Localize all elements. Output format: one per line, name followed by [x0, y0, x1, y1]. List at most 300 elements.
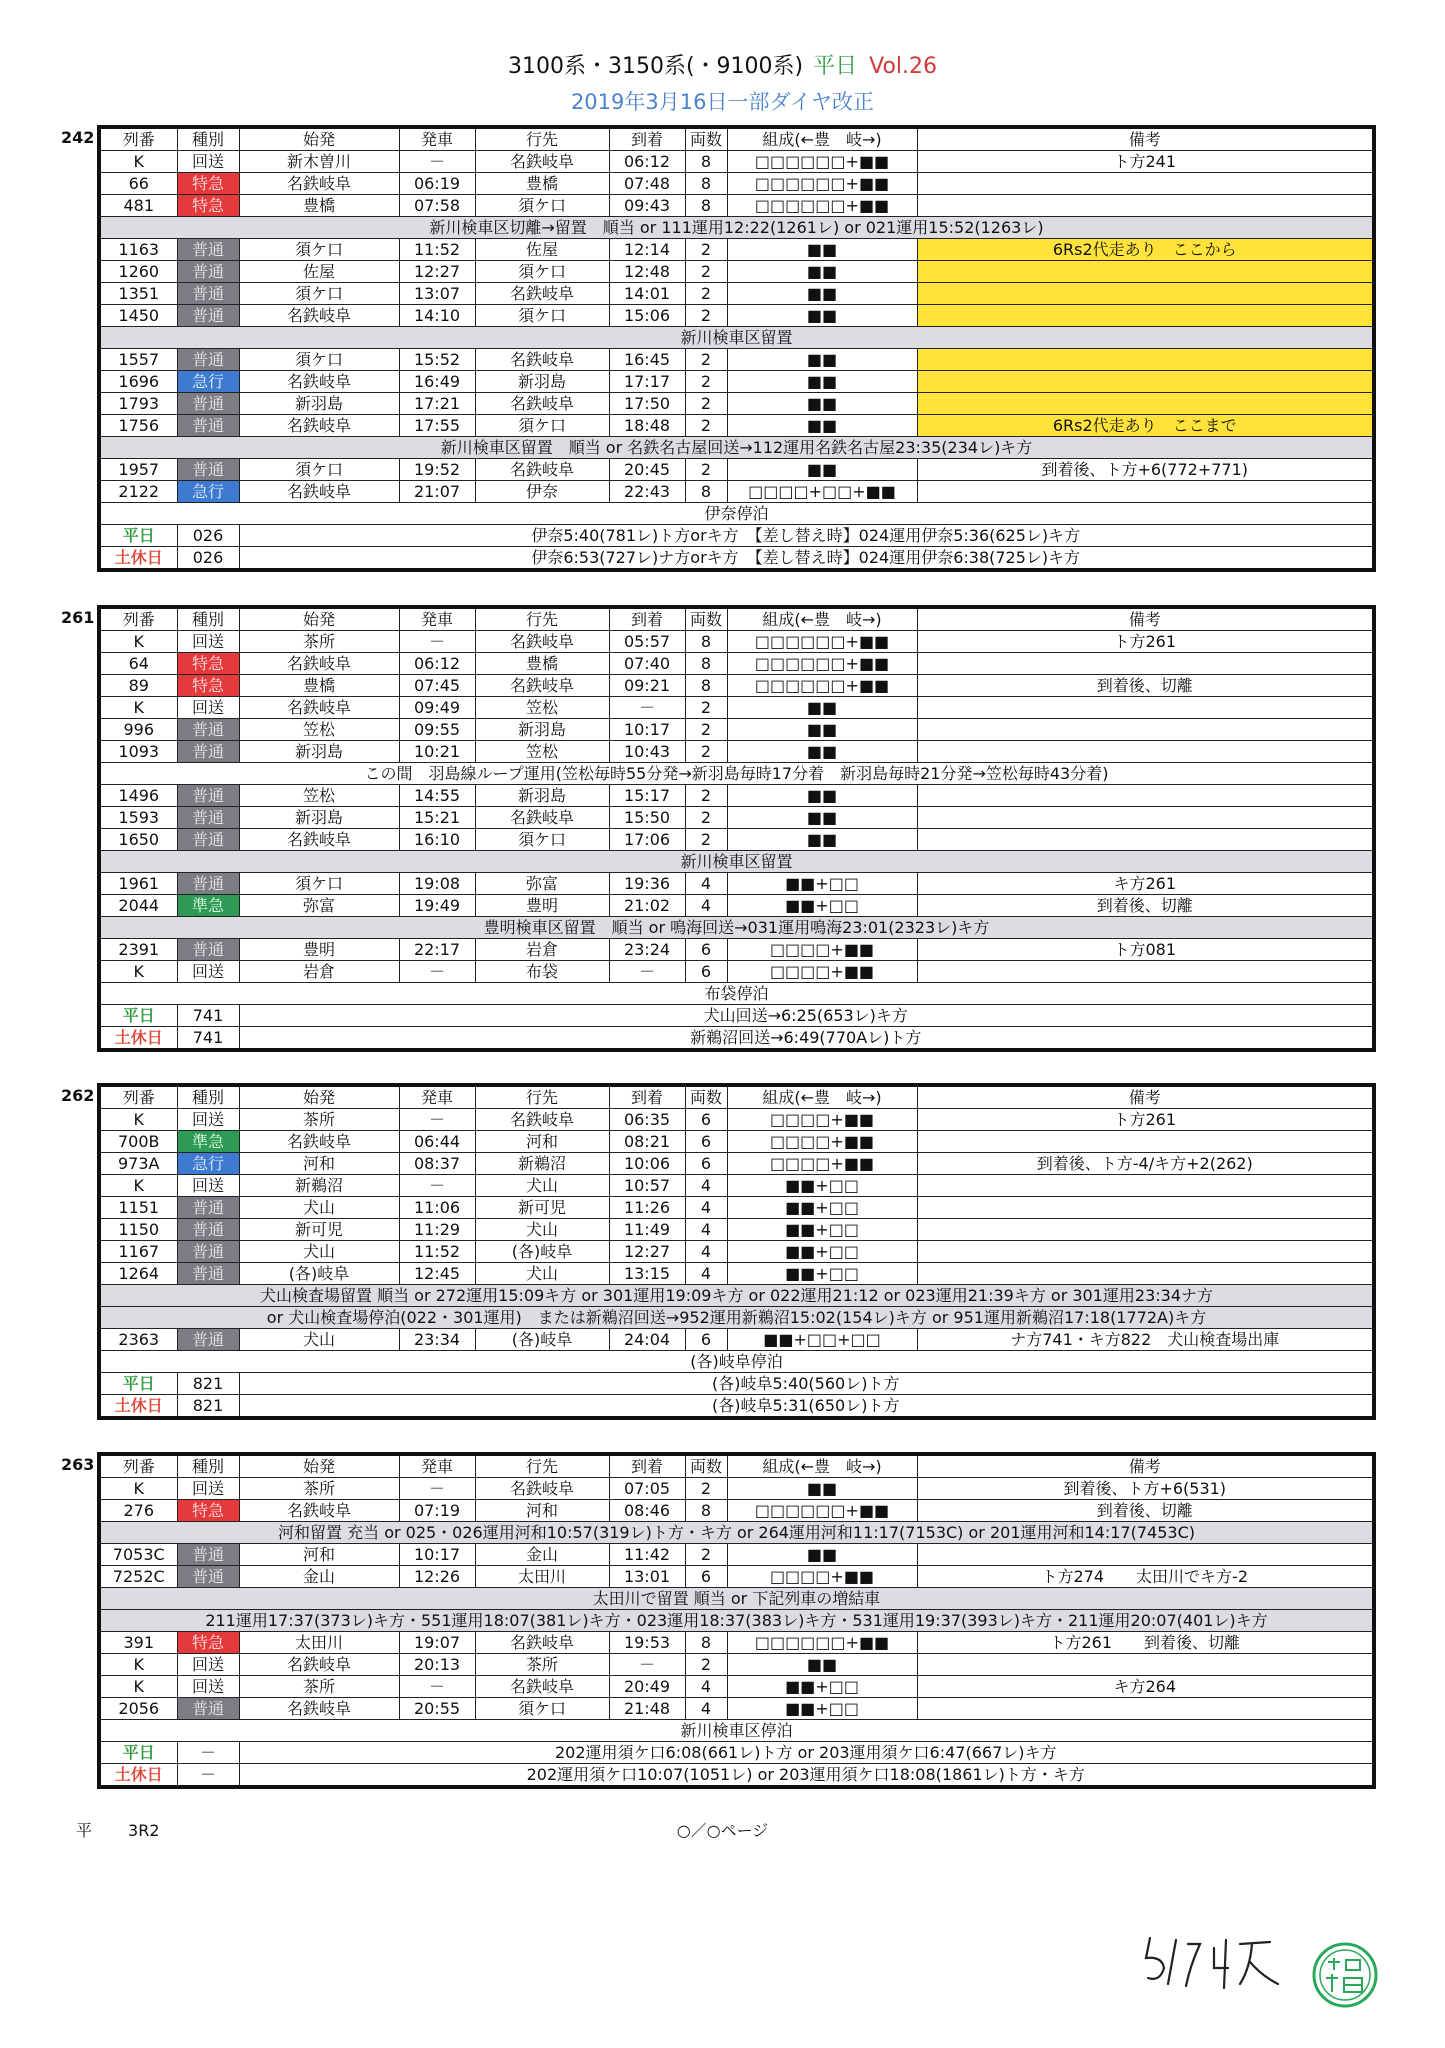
train-number: 1696: [99, 371, 177, 393]
note-text: 新川検車区留置 順当 or 名鉄名古屋回送→112運用名鉄名古屋23:35(234レ)キ方: [99, 437, 1374, 459]
formation: ■■: [727, 1544, 917, 1566]
departure: 19:52: [399, 459, 475, 481]
formation: ■■: [727, 1654, 917, 1676]
car-count: 6: [685, 1131, 727, 1153]
arrival: 10:57: [609, 1175, 685, 1197]
arrival: 11:42: [609, 1544, 685, 1566]
destination: 犬山: [475, 1175, 609, 1197]
departure: －: [399, 631, 475, 653]
stay-text: 布袋停泊: [99, 983, 1374, 1005]
arrival: 18:48: [609, 415, 685, 437]
arrival: 21:48: [609, 1698, 685, 1720]
origin: 名鉄岐阜: [239, 1131, 399, 1153]
sheet-id: 242: [61, 128, 95, 147]
train-row: [99, 1698, 1374, 1720]
car-count: 4: [685, 873, 727, 895]
formation: ■■: [727, 415, 917, 437]
origin: 新羽島: [239, 741, 399, 763]
formation: □□□□□□+■■: [727, 675, 917, 697]
sheet-id: 263: [61, 1455, 95, 1474]
destination: 名鉄岐阜: [475, 1478, 609, 1500]
remarks: ト方274 太田川でキ方-2: [917, 1566, 1374, 1588]
column-header: 到着: [609, 1454, 685, 1478]
column-header: 備考: [917, 1085, 1374, 1109]
departure: 19:49: [399, 895, 475, 917]
train-number: 700B: [99, 1131, 177, 1153]
departure: 11:29: [399, 1219, 475, 1241]
car-count: 6: [685, 1329, 727, 1351]
stay-text: この間 羽島線ループ運用(笠松毎時55分発→新羽島毎時17分着 新羽島毎時21分発→笠松毎時43分着): [99, 763, 1374, 785]
car-count: 8: [685, 653, 727, 675]
remarks: [917, 195, 1374, 217]
arrival: 07:40: [609, 653, 685, 675]
car-count: 2: [685, 349, 727, 371]
remarks: ト方261: [917, 1109, 1374, 1131]
train-row: [99, 305, 1374, 327]
column-header: 種別: [177, 1085, 239, 1109]
train-number: 1957: [99, 459, 177, 481]
schedule-sheet: [61, 1083, 1372, 1420]
destination: 岩倉: [475, 939, 609, 961]
car-count: 2: [685, 1544, 727, 1566]
remarks: [917, 1241, 1374, 1263]
train-number: K: [99, 1175, 177, 1197]
destination: 名鉄岐阜: [475, 283, 609, 305]
departure: 09:49: [399, 697, 475, 719]
next-day-note: 犬山回送→6:25(653レ)キ方: [239, 1005, 1374, 1027]
note-text: 新川検車区切離→留置 順当 or 111運用12:22(1261レ) or 021運用15:52(1263レ): [99, 217, 1374, 239]
car-count: 6: [685, 1109, 727, 1131]
origin: 名鉄岐阜: [239, 371, 399, 393]
origin: 新羽島: [239, 807, 399, 829]
train-number: K: [99, 1478, 177, 1500]
car-count: 2: [685, 697, 727, 719]
arrival: 13:01: [609, 1566, 685, 1588]
origin: 名鉄岐阜: [239, 1698, 399, 1720]
departure: 14:55: [399, 785, 475, 807]
destination: 名鉄岐阜: [475, 675, 609, 697]
train-kind: 特急: [177, 195, 239, 217]
train-kind: 特急: [177, 675, 239, 697]
train-kind: 回送: [177, 1175, 239, 1197]
car-count: 2: [685, 415, 727, 437]
train-number: 1793: [99, 393, 177, 415]
origin: (各)岐阜: [239, 1263, 399, 1285]
origin: 笠松: [239, 785, 399, 807]
train-number: 7053C: [99, 1544, 177, 1566]
destination: (各)岐阜: [475, 1241, 609, 1263]
column-header: 種別: [177, 1454, 239, 1478]
destination: 布袋: [475, 961, 609, 983]
car-count: 2: [685, 719, 727, 741]
formation: □□□□□□+■■: [727, 151, 917, 173]
remarks: 到着後、切離: [917, 675, 1374, 697]
remarks: [917, 1698, 1374, 1720]
destination: 金山: [475, 1544, 609, 1566]
note-row: [99, 917, 1374, 939]
next-assignment-code: 741: [177, 1027, 239, 1051]
handwritten-revision-mark: [1140, 1918, 1290, 2008]
next-day-row: [99, 525, 1374, 547]
train-row: [99, 239, 1374, 261]
remarks: [917, 481, 1374, 503]
destination: 須ケ口: [475, 1698, 609, 1720]
train-kind: 準急: [177, 1131, 239, 1153]
car-count: 6: [685, 1153, 727, 1175]
destination: 名鉄岐阜: [475, 1676, 609, 1698]
formation: ■■: [727, 741, 917, 763]
destination: 新可児: [475, 1197, 609, 1219]
day-type-label: 土休日: [99, 1395, 177, 1419]
departure: 07:45: [399, 675, 475, 697]
destination: 名鉄岐阜: [475, 459, 609, 481]
formation: ■■+□□: [727, 1219, 917, 1241]
train-number: 1450: [99, 305, 177, 327]
column-header: 組成(←豊 岐→): [727, 607, 917, 631]
note-row: [99, 1307, 1374, 1329]
departure: 22:17: [399, 939, 475, 961]
destination: 笠松: [475, 697, 609, 719]
train-row: [99, 939, 1374, 961]
column-header: 発車: [399, 1454, 475, 1478]
remarks: ト方261: [917, 631, 1374, 653]
departure: 16:10: [399, 829, 475, 851]
formation: ■■+□□: [727, 1263, 917, 1285]
destination: 名鉄岐阜: [475, 807, 609, 829]
column-header: 両数: [685, 607, 727, 631]
note-text: 新川検車区留置: [99, 851, 1374, 873]
train-row: [99, 807, 1374, 829]
destination: 新羽島: [475, 719, 609, 741]
train-row: [99, 1632, 1374, 1654]
arrival: 12:27: [609, 1241, 685, 1263]
destination: 豊明: [475, 895, 609, 917]
destination: 須ケ口: [475, 415, 609, 437]
remarks: [917, 349, 1374, 371]
next-day-row: [99, 1027, 1374, 1051]
train-kind: 回送: [177, 1478, 239, 1500]
train-number: 1264: [99, 1263, 177, 1285]
next-day-row: [99, 1742, 1374, 1764]
note-text: 太田川で留置 順当 or 下記列車の増結車: [99, 1588, 1374, 1610]
page-number: ○／○ページ: [676, 1821, 769, 1840]
sheet-id: 262: [61, 1086, 95, 1105]
destination: 名鉄岐阜: [475, 1109, 609, 1131]
destination: 名鉄岐阜: [475, 151, 609, 173]
arrival: 07:48: [609, 173, 685, 195]
next-day-note: 新鵜沼回送→6:49(770Aレ)ト方: [239, 1027, 1374, 1051]
train-kind: 普通: [177, 239, 239, 261]
train-row: [99, 283, 1374, 305]
destination: 犬山: [475, 1219, 609, 1241]
remarks: [917, 371, 1374, 393]
origin: 笠松: [239, 719, 399, 741]
destination: 佐屋: [475, 239, 609, 261]
train-kind: 普通: [177, 1566, 239, 1588]
train-row: [99, 741, 1374, 763]
next-day-note: (各)岐阜5:40(560レ)ト方: [239, 1373, 1374, 1395]
arrival: 24:04: [609, 1329, 685, 1351]
page-title: [0, 52, 1445, 82]
destination: 須ケ口: [475, 305, 609, 327]
arrival: 05:57: [609, 631, 685, 653]
train-kind: 準急: [177, 895, 239, 917]
remarks: 到着後、ト方-4/キ方+2(262): [917, 1153, 1374, 1175]
train-kind: 回送: [177, 961, 239, 983]
formation: ■■+□□: [727, 1698, 917, 1720]
train-row: [99, 173, 1374, 195]
origin: 金山: [239, 1566, 399, 1588]
train-number: 1756: [99, 415, 177, 437]
destination: 豊橋: [475, 653, 609, 675]
remarks: [917, 807, 1374, 829]
departure: 11:52: [399, 1241, 475, 1263]
remarks: キ方264: [917, 1676, 1374, 1698]
departure: 17:55: [399, 415, 475, 437]
column-header: 備考: [917, 127, 1374, 151]
day-type-label: 土休日: [99, 1764, 177, 1788]
train-number: 1151: [99, 1197, 177, 1219]
train-row: [99, 481, 1374, 503]
origin: 名鉄岐阜: [239, 653, 399, 675]
origin: 名鉄岐阜: [239, 305, 399, 327]
arrival: －: [609, 1654, 685, 1676]
train-number: 66: [99, 173, 177, 195]
column-header: 種別: [177, 607, 239, 631]
arrival: 20:45: [609, 459, 685, 481]
formation: ■■: [727, 785, 917, 807]
schedule-table: [97, 605, 1376, 1052]
departure: 15:52: [399, 349, 475, 371]
departure: 12:45: [399, 1263, 475, 1285]
car-count: 4: [685, 1698, 727, 1720]
train-number: 2122: [99, 481, 177, 503]
origin: 名鉄岐阜: [239, 697, 399, 719]
column-header: 種別: [177, 127, 239, 151]
departure: －: [399, 1478, 475, 1500]
remarks: [917, 829, 1374, 851]
destination: 犬山: [475, 1263, 609, 1285]
note-row: [99, 851, 1374, 873]
train-row: [99, 675, 1374, 697]
schedule-table: [97, 1083, 1376, 1420]
car-count: 8: [685, 1500, 727, 1522]
departure: 09:55: [399, 719, 475, 741]
note-text: 豊明検車区留置 順当 or 鳴海回送→031運用鳴海23:01(2323レ)キ方: [99, 917, 1374, 939]
origin: 犬山: [239, 1197, 399, 1219]
departure: 06:19: [399, 173, 475, 195]
remarks: [917, 785, 1374, 807]
remarks: [917, 719, 1374, 741]
car-count: 2: [685, 459, 727, 481]
train-number: 1260: [99, 261, 177, 283]
next-assignment-code: －: [177, 1742, 239, 1764]
train-row: [99, 1654, 1374, 1676]
train-row: [99, 1153, 1374, 1175]
train-row: [99, 349, 1374, 371]
origin: 名鉄岐阜: [239, 1500, 399, 1522]
remarks: 到着後、ト方+6(531): [917, 1478, 1374, 1500]
footer-code: 3R2: [128, 1821, 160, 1840]
train-number: 1496: [99, 785, 177, 807]
next-day-note: 202運用須ケ口10:07(1051レ) or 203運用須ケ口18:08(1861レ)ト方・キ方: [239, 1764, 1374, 1788]
departure: －: [399, 961, 475, 983]
departure: 10:21: [399, 741, 475, 763]
origin: 河和: [239, 1153, 399, 1175]
train-kind: 普通: [177, 283, 239, 305]
train-kind: 特急: [177, 1500, 239, 1522]
arrival: 14:01: [609, 283, 685, 305]
train-row: [99, 1544, 1374, 1566]
formation: □□□□+■■: [727, 1566, 917, 1588]
next-assignment-code: 026: [177, 525, 239, 547]
formation: □□□□+■■: [727, 1153, 917, 1175]
next-day-note: (各)岐阜5:31(650レ)ト方: [239, 1395, 1374, 1419]
train-number: 2056: [99, 1698, 177, 1720]
formation: ■■+□□: [727, 1676, 917, 1698]
arrival: 16:45: [609, 349, 685, 371]
arrival: 11:49: [609, 1219, 685, 1241]
departure: 23:34: [399, 1329, 475, 1351]
destination: 須ケ口: [475, 195, 609, 217]
train-number: 89: [99, 675, 177, 697]
formation: ■■: [727, 697, 917, 719]
train-number: 2044: [99, 895, 177, 917]
next-day-row: [99, 1373, 1374, 1395]
car-count: 2: [685, 239, 727, 261]
column-header: 備考: [917, 607, 1374, 631]
train-kind: 急行: [177, 371, 239, 393]
formation: ■■+□□: [727, 895, 917, 917]
car-count: 2: [685, 1654, 727, 1676]
origin: 佐屋: [239, 261, 399, 283]
car-count: 2: [685, 807, 727, 829]
departure: 19:07: [399, 1632, 475, 1654]
car-count: 6: [685, 961, 727, 983]
column-header: 備考: [917, 1454, 1374, 1478]
day-type-label: 土休日: [99, 547, 177, 571]
car-count: 4: [685, 1676, 727, 1698]
train-kind: 普通: [177, 305, 239, 327]
day-type-label: 平日: [99, 525, 177, 547]
arrival: 17:06: [609, 829, 685, 851]
car-count: 4: [685, 1241, 727, 1263]
train-number: 2363: [99, 1329, 177, 1351]
departure: 10:17: [399, 1544, 475, 1566]
train-number: 1163: [99, 239, 177, 261]
destination: 新鵜沼: [475, 1153, 609, 1175]
formation: ■■+□□+□□: [727, 1329, 917, 1351]
train-row: [99, 151, 1374, 173]
departure: 06:44: [399, 1131, 475, 1153]
train-number: 391: [99, 1632, 177, 1654]
train-row: [99, 653, 1374, 675]
train-kind: 回送: [177, 1109, 239, 1131]
destination: 弥富: [475, 873, 609, 895]
destination: 茶所: [475, 1654, 609, 1676]
formation: □□□□+■■: [727, 1109, 917, 1131]
car-count: 2: [685, 741, 727, 763]
departure: 16:49: [399, 371, 475, 393]
column-header: 両数: [685, 1454, 727, 1478]
column-header: 行先: [475, 127, 609, 151]
departure: －: [399, 1676, 475, 1698]
origin: 犬山: [239, 1329, 399, 1351]
stay-row: [99, 503, 1374, 525]
car-count: 2: [685, 305, 727, 327]
remarks: [917, 1544, 1374, 1566]
note-row: [99, 437, 1374, 459]
column-header: 始発: [239, 127, 399, 151]
remarks: [917, 653, 1374, 675]
column-header: 行先: [475, 1454, 609, 1478]
departure: 13:07: [399, 283, 475, 305]
column-header: 両数: [685, 1085, 727, 1109]
train-kind: 回送: [177, 151, 239, 173]
train-number: 1093: [99, 741, 177, 763]
car-count: 4: [685, 1197, 727, 1219]
remarks: 到着後、ト方+6(772+771): [917, 459, 1374, 481]
arrival: 19:36: [609, 873, 685, 895]
destination: 新羽島: [475, 371, 609, 393]
arrival: 10:43: [609, 741, 685, 763]
destination: 伊奈: [475, 481, 609, 503]
destination: 河和: [475, 1131, 609, 1153]
train-row: [99, 261, 1374, 283]
column-header: 列番: [99, 1454, 177, 1478]
next-assignment-code: 741: [177, 1005, 239, 1027]
train-row: [99, 895, 1374, 917]
departure: 20:13: [399, 1654, 475, 1676]
car-count: 8: [685, 151, 727, 173]
train-kind: 普通: [177, 719, 239, 741]
schedule-sheet: [61, 1452, 1372, 1789]
formation: □□□□□□+■■: [727, 631, 917, 653]
train-number: K: [99, 1676, 177, 1698]
column-header: 組成(←豊 岐→): [727, 127, 917, 151]
remarks: [917, 961, 1374, 983]
train-number: 1557: [99, 349, 177, 371]
origin: 新可児: [239, 1219, 399, 1241]
car-count: 8: [685, 631, 727, 653]
column-header: 列番: [99, 127, 177, 151]
formation: ■■: [727, 719, 917, 741]
origin: 豊明: [239, 939, 399, 961]
train-kind: 普通: [177, 1219, 239, 1241]
day-label: 平日: [813, 54, 858, 79]
formation: ■■: [727, 1478, 917, 1500]
departure: －: [399, 1109, 475, 1131]
column-header: 行先: [475, 1085, 609, 1109]
column-header: 到着: [609, 1085, 685, 1109]
remarks: 到着後、切離: [917, 895, 1374, 917]
train-number: 1150: [99, 1219, 177, 1241]
stay-row: [99, 1720, 1374, 1742]
formation: □□□□+■■: [727, 1131, 917, 1153]
destination: 河和: [475, 1500, 609, 1522]
departure: 21:07: [399, 481, 475, 503]
formation: □□□□□□+■■: [727, 1632, 917, 1654]
remarks: ト方261 到着後、切離: [917, 1632, 1374, 1654]
formation: □□□□+■■: [727, 961, 917, 983]
train-kind: 特急: [177, 173, 239, 195]
note-row: [99, 217, 1374, 239]
schedule-sheet: [61, 605, 1372, 1052]
departure: 17:21: [399, 393, 475, 415]
origin: 犬山: [239, 1241, 399, 1263]
remarks: [917, 393, 1374, 415]
train-kind: 普通: [177, 939, 239, 961]
